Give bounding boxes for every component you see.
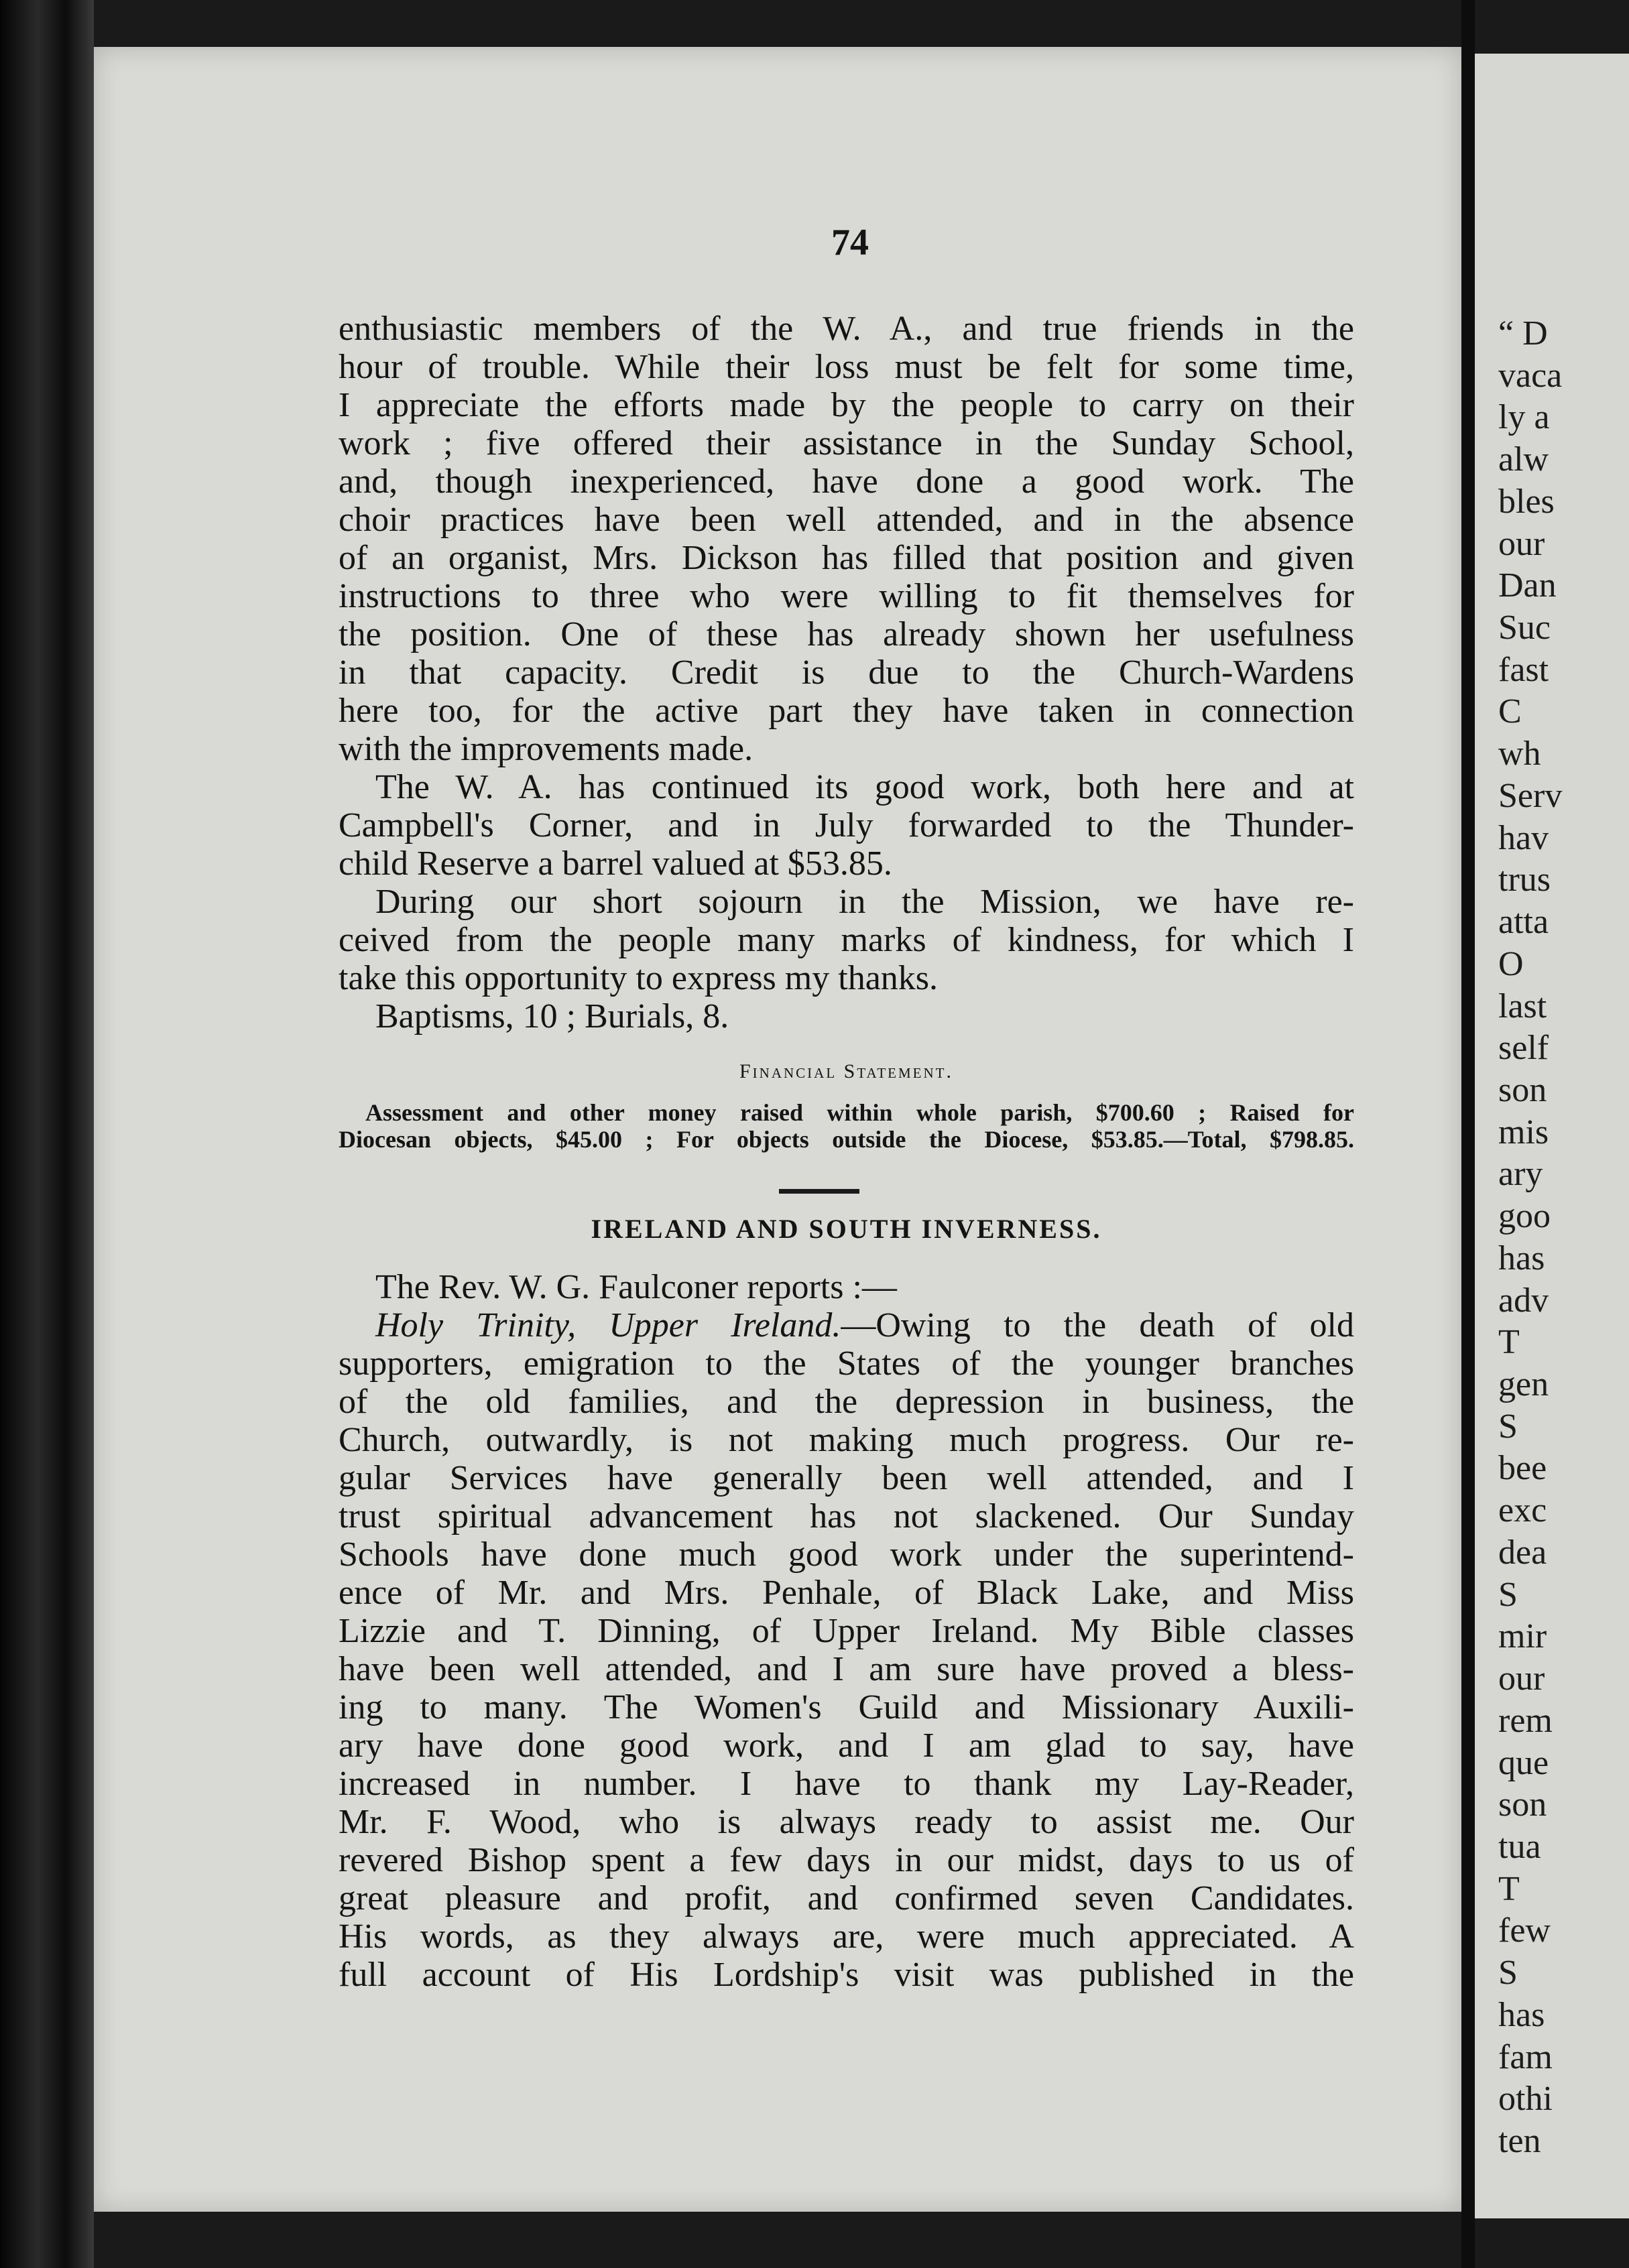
section-heading: IRELAND AND SOUTH INVERNESS. (591, 1214, 1102, 1244)
facing-page-line-fragment: son (1498, 1070, 1547, 1109)
facing-page-line-fragment: trus (1498, 861, 1551, 899)
text-line: and, though inexperienced, have done a good work. The (339, 462, 1354, 501)
facing-page-line-fragment: Suc (1498, 609, 1551, 647)
facing-page-line-fragment: our (1498, 524, 1545, 563)
ireland-report (339, 1268, 1354, 1994)
facing-page-line-fragment: ary (1498, 1155, 1543, 1194)
text-line: hour of trouble. While their loss must be felt for some time, (339, 348, 1354, 386)
facing-page-line-fragment: S (1498, 1407, 1518, 1446)
facing-page-line-fragment: atta (1498, 903, 1549, 942)
facing-page-line-fragment: mir (1498, 1617, 1547, 1656)
facing-page-fragment (1475, 54, 1629, 2218)
facing-page-line-fragment: dea (1498, 1533, 1547, 1572)
financial-statement (339, 1099, 1354, 1153)
text-line: ary have done good work, and I am glad to say, have (339, 1726, 1354, 1765)
facing-page-line-fragment: C (1498, 692, 1522, 731)
report-continuation (339, 310, 1354, 1035)
facing-page-line-fragment: alw (1498, 440, 1549, 479)
text-line: The W. A. has continued its good work, both here and at (375, 768, 1354, 806)
text-line: His words, as they always are, were much appreciated. A (339, 1917, 1354, 1956)
page-gutter (1461, 0, 1475, 2268)
facing-page-line-fragment: S (1498, 1954, 1518, 1993)
text-line: Church, outwardly, is not making much progress. Our re- (339, 1421, 1354, 1459)
facing-page-line-fragment: Serv (1498, 776, 1563, 815)
facing-page-line-fragment: S (1498, 1575, 1518, 1614)
facing-page-line-fragment: othi (1498, 2080, 1553, 2119)
facing-page-line-fragment: self (1498, 1029, 1549, 1068)
facing-page-line-fragment: last (1498, 987, 1547, 1025)
text-line: take this opportunity to express my thanks. (339, 959, 939, 997)
facing-page-line-fragment: rem (1498, 1701, 1553, 1740)
facing-page-line-fragment: Dan (1498, 566, 1557, 605)
facing-page-line-fragment: adv (1498, 1281, 1549, 1320)
facing-page-line-fragment: T (1498, 1869, 1520, 1908)
facing-page-line-fragment: hav (1498, 818, 1549, 857)
facing-page-line-fragment: tua (1498, 1827, 1541, 1866)
text-line: Lizzie and T. Dinning, of Upper Ireland. My Bible classes (339, 1612, 1354, 1650)
text-line: Campbell's Corner, and in July forwarded to the Thunder- (339, 806, 1354, 844)
facing-page-line-fragment: bee (1498, 1449, 1547, 1488)
text-line: instructions to three who were willing to fit themselves for (339, 577, 1354, 615)
page-number: 74 (831, 222, 869, 263)
text-line: here too, for the active part they have taken in connection (339, 692, 1354, 730)
text-line: of the old families, and the depression in business, the (339, 1383, 1354, 1421)
text-line: ence of Mr. and Mrs. Penhale, of Black Lake, and Miss (339, 1574, 1354, 1612)
text-line: ceived from the people many marks of kindness, for which I (339, 921, 1354, 959)
text-line: work ; five offered their assistance in the Sunday School, (339, 424, 1354, 462)
book-binding-edge (0, 0, 94, 2268)
text-line: in that capacity. Credit is due to the Church-Wardens (339, 653, 1354, 692)
facing-page-line-fragment: exc (1498, 1491, 1547, 1530)
facing-page-line-fragment: has (1498, 1239, 1545, 1277)
text-line: full account of His Lordship's visit was published in the (339, 1956, 1354, 1994)
text-line: Schools have done much good work under the superintend- (339, 1535, 1354, 1574)
facing-page-line-fragment: que (1498, 1743, 1549, 1782)
text-line: the position. One of these has already shown her usefulness (339, 615, 1354, 653)
facing-page-line-fragment: T (1498, 1323, 1520, 1362)
facing-page-line-fragment: our (1498, 1659, 1545, 1698)
facing-page-line-fragment: has (1498, 1995, 1545, 2034)
text-span: —Owing to the death of old (841, 1306, 1354, 1344)
text-line: child Reserve a barrel valued at $53.85. (339, 844, 892, 883)
facing-page-line-fragment: few (1498, 1911, 1551, 1950)
text-line: great pleasure and profit, and confirmed seven Candidates. (339, 1879, 1354, 1917)
baptisms-burials: Baptisms, 10 ; Burials, 8. (375, 997, 729, 1035)
facing-page-line-fragment: bles (1498, 482, 1555, 521)
text-line: During our short sojourn in the Mission, we have re- (375, 883, 1354, 921)
facing-page-line-fragment: ly a (1498, 398, 1550, 437)
text-line: have been well attended, and I am sure have proved a bless- (339, 1650, 1354, 1688)
facing-page-line-fragment: fast (1498, 650, 1549, 689)
text-line: of an organist, Mrs. Dickson has filled that position and given (339, 539, 1354, 577)
facing-page-line-fragment: fam (1498, 2037, 1553, 2076)
text-line: supporters, emigration to the States of the younger branches (339, 1344, 1354, 1383)
text-line: enthusiastic members of the W. A., and true friends in the (339, 310, 1354, 348)
facing-page-line-fragment: vaca (1498, 356, 1563, 395)
text-line (339, 1306, 1354, 1344)
text-line: ing to many. The Women's Guild and Missionary Auxili- (339, 1688, 1354, 1726)
facing-page-line-fragment: son (1498, 1785, 1547, 1824)
facing-page-line-fragment: “ D (1498, 314, 1548, 353)
text-line: trust spiritual advancement has not slackened. Our Sunday (339, 1497, 1354, 1535)
facing-page-line-fragment: goo (1498, 1197, 1551, 1236)
section-divider (779, 1189, 859, 1194)
facing-page-line-fragment: mis (1498, 1113, 1549, 1151)
facing-page-line-fragment: wh (1498, 735, 1541, 773)
text-line: gular Services have generally been well attended, and I (339, 1459, 1354, 1497)
text-line: with the improvements made. (339, 730, 753, 768)
facing-page-line-fragment: gen (1498, 1365, 1549, 1404)
text-line: revered Bishop spent a few days in our midst, days to us of (339, 1841, 1354, 1879)
report-intro: The Rev. W. G. Faulconer reports :— (375, 1268, 897, 1306)
financial-line: Diocesan objects, $45.00 ; For objects outside the Diocese, $53.85.—Total, $798.85. (339, 1126, 1354, 1153)
text-line: Mr. F. Wood, who is always ready to assist me. Our (339, 1803, 1354, 1841)
parish-name: Holy Trinity, Upper Ireland. (375, 1306, 841, 1344)
financial-statement-heading: Financial Statement. (739, 1060, 953, 1082)
text-line: I appreciate the efforts made by the people to carry on their (339, 386, 1354, 424)
financial-line: Assessment and other money raised within whole parish, $700.60 ; Raised for (365, 1099, 1354, 1126)
facing-page-line-fragment: O (1498, 944, 1524, 983)
text-line: increased in number. I have to thank my Lay-Reader, (339, 1765, 1354, 1803)
text-line: choir practices have been well attended, and in the absence (339, 501, 1354, 539)
facing-page-line-fragment: ten (1498, 2122, 1541, 2160)
